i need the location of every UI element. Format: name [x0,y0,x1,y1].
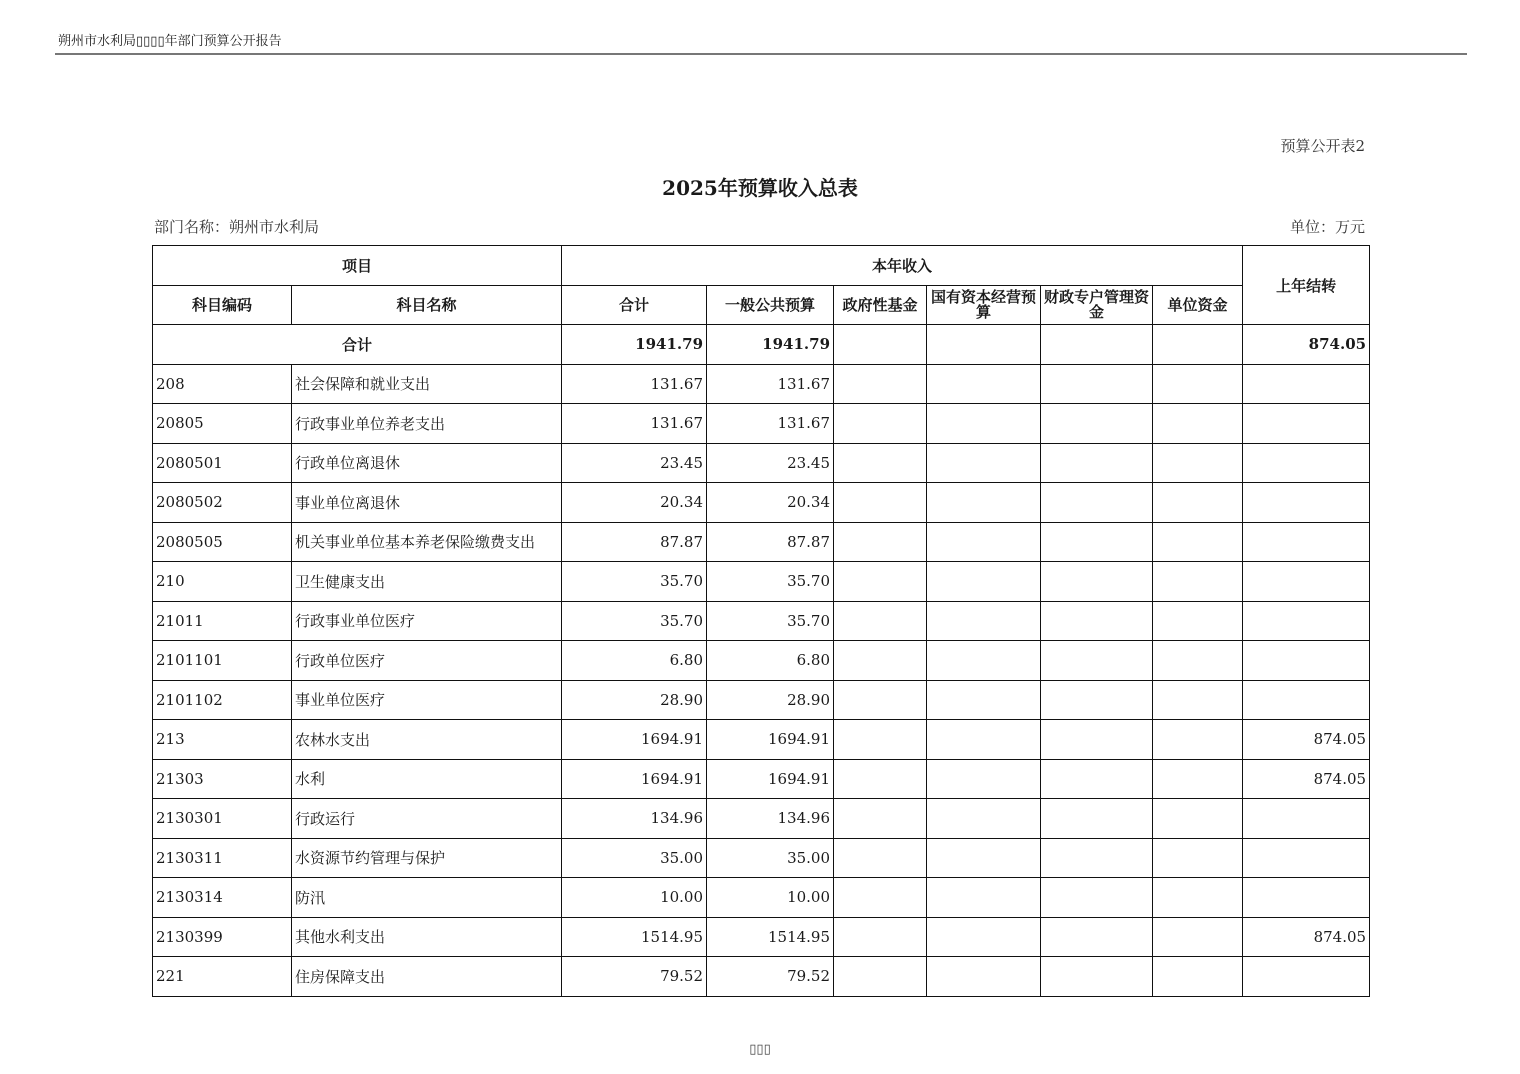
gov-fund-cell [834,641,927,681]
state-capital-cell [927,483,1041,523]
total-cell: 20.34 [562,483,707,523]
special-account-cell [1041,878,1153,918]
carryover-cell [1243,838,1370,878]
state-capital-cell [927,720,1041,760]
state-capital-cell [927,838,1041,878]
table-row [153,799,1370,839]
document-title: 2025年预算收入总表 [662,176,858,200]
total-cell: 1514.95 [562,917,707,957]
subject-name-cell: 行政单位离退休 [292,443,562,483]
unit-fund-cell [1153,404,1243,444]
special-account-cell [1041,364,1153,404]
header-code: 科目编码 [153,285,292,325]
special-account-cell [1041,641,1153,681]
table-row [153,957,1370,997]
unit-fund-cell [1153,720,1243,760]
special-account-cell [1041,838,1153,878]
unit-fund-cell [1153,641,1243,681]
gov-fund-cell [834,601,927,641]
gov-fund-cell [834,522,927,562]
subject-code-cell: 210 [153,562,292,602]
general-budget-cell: 1941.79 [707,325,834,365]
general-budget-cell: 6.80 [707,641,834,681]
carryover-cell [1243,878,1370,918]
state-capital-cell [927,443,1041,483]
unit-fund-cell [1153,917,1243,957]
header-project: 项目 [153,246,562,286]
gov-fund-cell [834,483,927,523]
general-budget-cell: 35.00 [707,838,834,878]
unit-fund-cell [1153,601,1243,641]
subject-name-cell: 事业单位离退休 [292,483,562,523]
special-account-cell [1041,917,1153,957]
carryover-cell [1243,799,1370,839]
unit-fund-cell [1153,443,1243,483]
state-capital-cell [927,957,1041,997]
carryover-cell [1243,522,1370,562]
state-capital-cell [927,364,1041,404]
subject-code-cell: 20805 [153,404,292,444]
unit-fund-cell [1153,483,1243,523]
total-cell: 134.96 [562,799,707,839]
carryover-cell [1243,404,1370,444]
special-account-cell [1041,957,1153,997]
subject-name-cell: 其他水利支出 [292,917,562,957]
general-budget-cell: 10.00 [707,878,834,918]
header-special-account: 财政专户管理资金 [1041,285,1153,325]
general-budget-cell: 23.45 [707,443,834,483]
header-divider [55,53,1467,55]
subject-name-cell: 事业单位医疗 [292,680,562,720]
table-row [153,404,1370,444]
table-row [153,364,1370,404]
subject-code-cell: 2130311 [153,838,292,878]
state-capital-cell [927,680,1041,720]
total-row [153,325,1370,365]
unit-fund-cell [1153,878,1243,918]
unit-fund-cell [1153,799,1243,839]
general-budget-cell: 131.67 [707,404,834,444]
subject-code-cell: 2080505 [153,522,292,562]
subject-code-cell: 21011 [153,601,292,641]
header-total: 合计 [562,285,707,325]
unit-fund-cell [1153,364,1243,404]
general-budget-cell: 28.90 [707,680,834,720]
subject-name-cell: 机关事业单位基本养老保险缴费支出 [292,522,562,562]
state-capital-cell [927,601,1041,641]
table-row [153,562,1370,602]
total-cell: 79.52 [562,957,707,997]
carryover-cell: 874.05 [1243,325,1370,365]
subject-name-cell: 住房保障支出 [292,957,562,997]
special-account-cell [1041,522,1153,562]
subject-code-cell: 2080502 [153,483,292,523]
general-budget-cell: 79.52 [707,957,834,997]
header-state-capital: 国有资本经营预算 [927,285,1041,325]
subject-code-cell: 2080501 [153,443,292,483]
subject-name-cell: 行政事业单位养老支出 [292,404,562,444]
gov-fund-cell [834,404,927,444]
table-row [153,838,1370,878]
table-row [153,641,1370,681]
total-cell: 23.45 [562,443,707,483]
unit-fund-cell [1153,522,1243,562]
total-cell: 1941.79 [562,325,707,365]
table-header-row-group [153,246,1370,286]
table-header-row-columns [153,285,1370,325]
carryover-cell [1243,364,1370,404]
subject-code-cell: 221 [153,957,292,997]
table-row [153,759,1370,799]
total-cell: 87.87 [562,522,707,562]
total-cell: 1694.91 [562,720,707,760]
header-gov-fund: 政府性基金 [834,285,927,325]
general-budget-cell: 1514.95 [707,917,834,957]
subject-code-cell: 2130314 [153,878,292,918]
special-account-cell [1041,404,1153,444]
form-number: 预算公开表2 [1280,137,1365,155]
special-account-cell [1041,680,1153,720]
header-general-budget: 一般公共预算 [707,285,834,325]
subject-code-cell: 208 [153,364,292,404]
state-capital-cell [927,878,1041,918]
unit-fund-cell [1153,759,1243,799]
state-capital-cell [927,641,1041,681]
total-label: 合计 [153,325,562,365]
department-name: 部门名称：朔州市水利局 [154,218,320,236]
subject-name-cell: 行政单位医疗 [292,641,562,681]
carryover-cell [1243,601,1370,641]
subject-name-cell: 水利 [292,759,562,799]
total-cell: 131.67 [562,404,707,444]
subject-name-cell: 防汛 [292,878,562,918]
carryover-cell: 874.05 [1243,720,1370,760]
total-cell: 35.70 [562,601,707,641]
unit-fund-cell [1153,562,1243,602]
general-budget-cell: 131.67 [707,364,834,404]
special-account-cell [1041,799,1153,839]
table-row [153,680,1370,720]
unit-fund-cell [1153,957,1243,997]
unit-label: 单位：万元 [1289,218,1365,236]
general-budget-cell: 35.70 [707,601,834,641]
state-capital-cell [927,917,1041,957]
carryover-cell [1243,483,1370,523]
state-capital-cell [927,404,1041,444]
subject-code-cell: 2130301 [153,799,292,839]
carryover-cell [1243,957,1370,997]
carryover-cell [1243,562,1370,602]
gov-fund-cell [834,917,927,957]
budget-income-table [152,245,1370,997]
total-cell: 35.70 [562,562,707,602]
subject-name-cell: 社会保障和就业支出 [292,364,562,404]
carryover-cell [1243,680,1370,720]
table-row [153,601,1370,641]
unit-fund-cell [1153,325,1243,365]
gov-fund-cell [834,720,927,760]
table-row [153,720,1370,760]
table-row [153,522,1370,562]
special-account-cell [1041,601,1153,641]
subject-code-cell: 21303 [153,759,292,799]
general-budget-cell: 20.34 [707,483,834,523]
special-account-cell [1041,483,1153,523]
unit-fund-cell [1153,838,1243,878]
table-row [153,443,1370,483]
gov-fund-cell [834,838,927,878]
subject-name-cell: 卫生健康支出 [292,562,562,602]
total-cell: 10.00 [562,878,707,918]
subject-code-cell: 2101101 [153,641,292,681]
special-account-cell [1041,759,1153,799]
special-account-cell [1041,325,1153,365]
total-cell: 28.90 [562,680,707,720]
table-row [153,917,1370,957]
gov-fund-cell [834,680,927,720]
header-name: 科目名称 [292,285,562,325]
subject-name-cell: 农林水支出 [292,720,562,760]
special-account-cell [1041,562,1153,602]
state-capital-cell [927,759,1041,799]
page-header: 朔州市水利局▯▯▯▯年部门预算公开报告 [58,34,282,49]
subject-name-cell: 行政运行 [292,799,562,839]
special-account-cell [1041,720,1153,760]
total-cell: 1694.91 [562,759,707,799]
subject-code-cell: 213 [153,720,292,760]
general-budget-cell: 1694.91 [707,720,834,760]
unit-fund-cell [1153,680,1243,720]
subject-code-cell: 2101102 [153,680,292,720]
header-carryover: 上年结转 [1243,246,1370,325]
gov-fund-cell [834,443,927,483]
total-cell: 35.00 [562,838,707,878]
special-account-cell [1041,443,1153,483]
gov-fund-cell [834,957,927,997]
header-unit-fund: 单位资金 [1153,285,1243,325]
carryover-cell [1243,641,1370,681]
table-row [153,878,1370,918]
subject-name-cell: 水资源节约管理与保护 [292,838,562,878]
gov-fund-cell [834,759,927,799]
subject-name-cell: 行政事业单位医疗 [292,601,562,641]
carryover-cell: 874.05 [1243,917,1370,957]
header-current-year-income: 本年收入 [562,246,1243,286]
state-capital-cell [927,325,1041,365]
carryover-cell [1243,443,1370,483]
gov-fund-cell [834,878,927,918]
page-number: ▯▯▯ [749,1042,771,1057]
general-budget-cell: 35.70 [707,562,834,602]
carryover-cell: 874.05 [1243,759,1370,799]
total-cell: 6.80 [562,641,707,681]
general-budget-cell: 1694.91 [707,759,834,799]
subject-code-cell: 2130399 [153,917,292,957]
gov-fund-cell [834,799,927,839]
table-row [153,483,1370,523]
general-budget-cell: 87.87 [707,522,834,562]
total-cell: 131.67 [562,364,707,404]
gov-fund-cell [834,364,927,404]
general-budget-cell: 134.96 [707,799,834,839]
state-capital-cell [927,799,1041,839]
gov-fund-cell [834,325,927,365]
state-capital-cell [927,522,1041,562]
gov-fund-cell [834,562,927,602]
state-capital-cell [927,562,1041,602]
